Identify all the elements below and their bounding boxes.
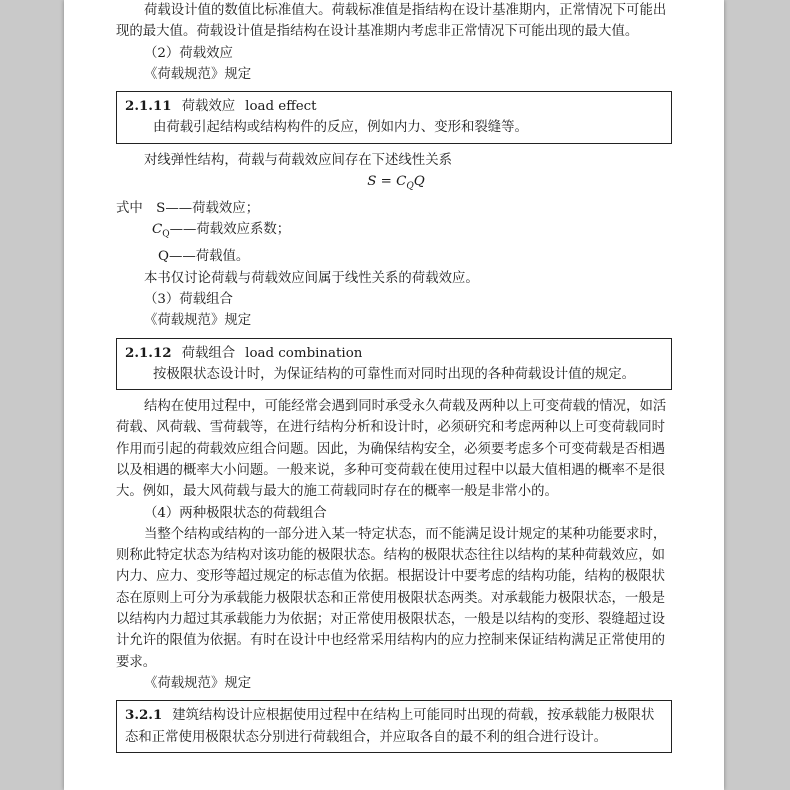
heading-load-effect: （2）荷载效应 (144, 45, 233, 61)
definition-cq: $C_Q——$荷载效应系数； (152, 222, 291, 241)
document-page (64, 0, 724, 790)
heading-load-combination: （3）荷载组合 (144, 291, 233, 307)
paragraph-variable-loads: 结构在使用过程中，可能经常会遇到同时承受永久荷载及两种以上可变荷载的情况，如活荷载、风荷载、雪荷载等，在进行结构分析和设计时，必须研究和考虑两种以上可变荷载同时作用而引起的荷载效应组合问题。因此，为确保结构安全，必须要考虑多个可变荷载是否相遇以及相遇的概率大小问题。一般来说，多种可变荷载在使用过程中以最大值相遇的概率不是很大。例如，最大风荷载与最大的施工荷载同时存在的概率一般是非常小的。 (116, 399, 667, 500)
clause-body: 由荷载引起结构或结构构件的反应，例如内力、变形和裂缝等。 (153, 120, 528, 136)
clause-english-title: load effect (245, 99, 317, 115)
heading-limit-states: （4）两种极限状态的荷载组合 (144, 505, 327, 521)
clause-number: 3.2.1 (125, 707, 163, 724)
clause-body: 按极限状态设计时，为保证结构的可靠性而对同时出现的各种荷载设计值的规定。 (153, 366, 636, 382)
clause-text: 建筑结构设计应根据使用过程中在结构上可能同时出现的荷载，按承载能力极限状态和正常使用极限状态分别进行荷载组合，并应取各自的最不利的组合进行设计。 (125, 708, 655, 745)
paragraph-linear-relation: 对线弹性结构，荷载与荷载效应间存在下述线性关系 (144, 152, 452, 168)
definition-s: 式中 S——荷载效应； (116, 201, 260, 217)
clause-number: 2.1.11 (125, 98, 172, 115)
code-reference: 《荷载规范》规定 (144, 675, 252, 691)
page-content (116, 0, 676, 759)
paragraph-scope: 本书仅讨论荷载与荷载效应间属于线性关系的荷载效应。 (144, 270, 479, 286)
definition-q: Q——荷载值。 (158, 249, 250, 265)
clause-number: 2.1.12 (125, 344, 172, 361)
formula: $S = C_QQ$ (367, 174, 425, 192)
code-reference: 《荷载规范》规定 (144, 313, 252, 329)
clause-title: 荷载组合 (181, 345, 236, 361)
clause-english-title: load combination (245, 345, 363, 361)
clause-title: 荷载效应 (181, 99, 236, 115)
code-clause-box-2-1-11 (116, 91, 672, 144)
code-reference: 《荷载规范》规定 (144, 66, 252, 82)
paragraph-design-values: 荷载设计值的数值比标准值大。荷载标准值是指结构在设计基准期内，正常情况下可能出现的最大值。荷载设计值是指结构在设计基准期内考虑非正常情况下可能出现的最大值。 (116, 3, 667, 40)
code-clause-box-3-2-1 (116, 700, 672, 753)
code-clause-box-2-1-12 (116, 338, 672, 391)
clause-header (125, 96, 663, 117)
clause-body (125, 705, 663, 748)
clause-header (125, 343, 663, 364)
paragraph-limit-states: 当整个结构或结构的一部分进入某一特定状态，而不能满足设计规定的某种功能要求时，则称此特定状态为结构对该功能的极限状态。结构的极限状态往往以结构的某种荷载效应，如内力、应力、变形等超过规定的标志值为依据。根据设计中要考虑的结构功能，结构的极限状态在原则上可分为承载能力极限状态和正常使用极限状态两类。对承载能力极限状态，一般是以结构内力超过其承载能力为依据；对正常使用极限状态，一般是以结构的变形、裂缝超过设计允许的限值为依据。有时在设计中也经常采用结构内的应力控制来保证结构满足正常使用的要求。 (116, 526, 667, 670)
